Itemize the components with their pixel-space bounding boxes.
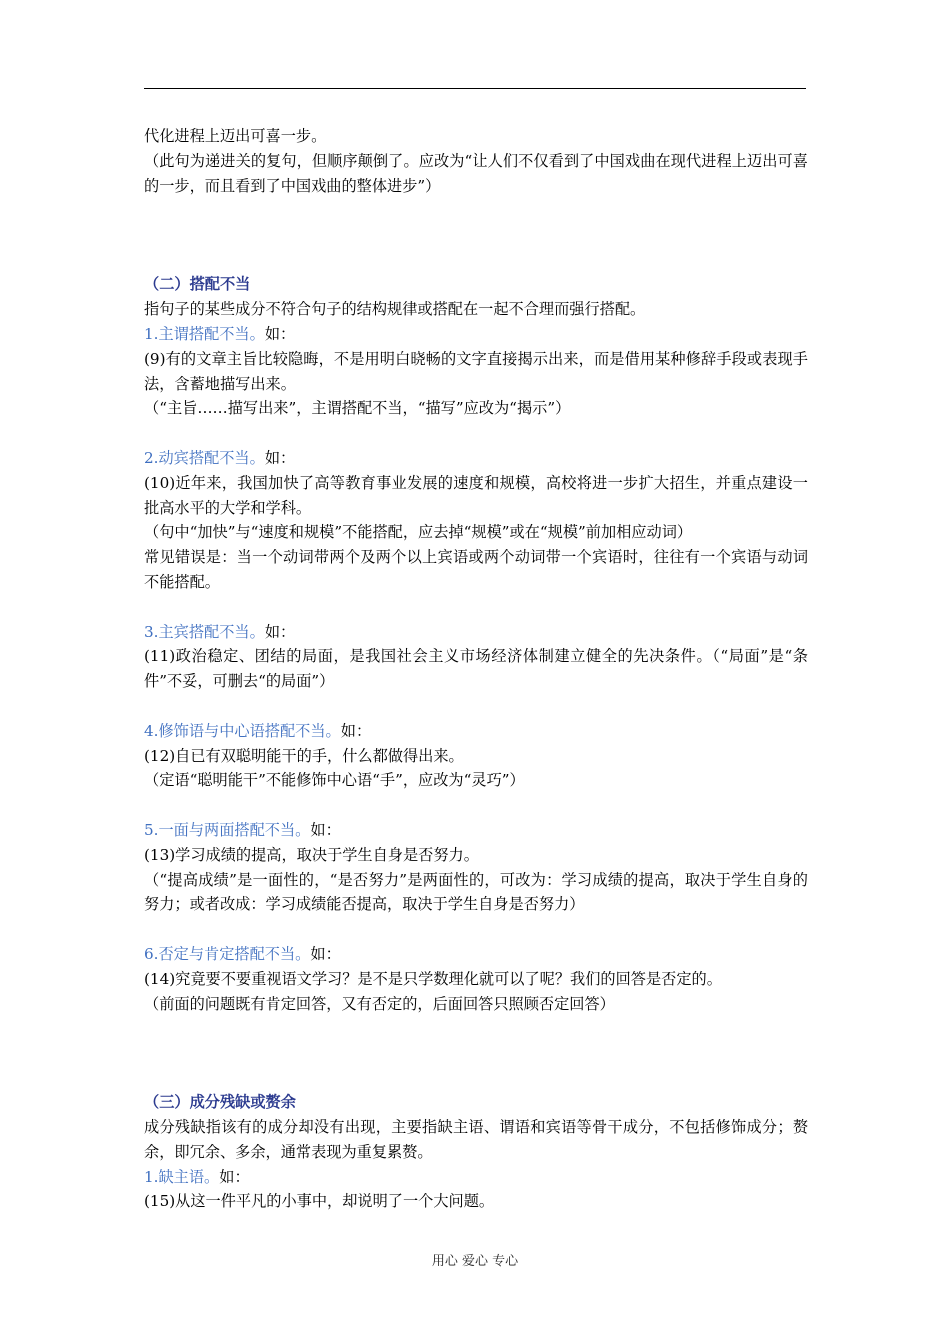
sub-heading-suffix: 如： [264, 622, 296, 641]
note-line: （“提高成绩”是一面性的，“是否努力”是两面性的，可改为：学习成绩的提高，取决于学生自身的努力；或者改成：学习成绩能否提高，取决于学生自身是否努力） [144, 870, 808, 914]
sub-heading-suffix: 如： [264, 324, 296, 343]
example-line: (12)自已有双聪明能干的手，什么都做得出来。 [144, 746, 464, 765]
example-line: (14)究竟要不要重视语文学习？是不是只学数理化就可以了呢？我们的回答是否定的。 [144, 969, 722, 988]
page-footer: 用心 爱心 专心 [431, 1254, 519, 1269]
section-3-definition: 成分残缺指该有的成分却没有出现，主要指缺主语、谓语和宾语等骨干成分，不包括修饰成分；赘余，即冗余、多余，通常表现为重复累赘。 [144, 1118, 808, 1161]
example-line: (15)从这一件平凡的小事中，却说明了一个大问题。 [144, 1192, 495, 1211]
sub-heading: 1.缺主语。 [144, 1167, 220, 1186]
sub-heading-row [144, 942, 808, 967]
sub-heading-row [144, 322, 808, 347]
sub-heading-suffix: 如： [219, 1167, 250, 1186]
sub-heading: 3.主宾搭配不当。 [144, 622, 265, 641]
example-line: (10)近年来，我国加快了高等教育事业发展的速度和规模，高校将进一步扩大招生，并重点建设一批高水平的大学和学科。 [144, 473, 808, 517]
sub-heading-row [144, 818, 808, 843]
example-line: (13)学习成绩的提高，取决于学生自身是否努力。 [144, 845, 479, 864]
example-line: (9)有的文章主旨比较隐晦，不是用明白晓畅的文字直接揭示出来，而是借用某种修辞手段或表现手法，含蓄地描写出来。 [144, 349, 808, 393]
note-line: （定语“聪明能干”不能修饰中心语“手”，应改为“灵巧”） [144, 771, 525, 790]
sub-heading-suffix: 如： [310, 944, 341, 963]
sub-heading-row [144, 620, 808, 645]
sub-heading-suffix: 如： [340, 721, 372, 740]
sub-heading: 2.动宾搭配不当。 [144, 448, 265, 467]
section-2-title: （二）搭配不当 [144, 275, 251, 294]
section-2-definition: 指句子的某些成分不符合句子的结构规律或搭配在一起不合理而强行搭配。 [144, 300, 646, 319]
intro-note: （此句为递进关的复句，但顺序颠倒了。应改为“让人们不仅看到了中国戏曲在现代进程上迈出可喜的一步，而且看到了中国戏曲的整体进步”） [144, 151, 808, 195]
sub-heading: 4.修饰语与中心语搭配不当。 [144, 721, 341, 740]
sub-heading: 5.一面与两面搭配不当。 [144, 820, 311, 839]
sub-heading-suffix: 如： [310, 820, 341, 839]
sub-heading: 1.主谓搭配不当。 [144, 324, 265, 343]
note-line: （前面的问题既有肯定回答，又有否定的，后面回答只照顾否定回答） [144, 994, 615, 1013]
header-rule [144, 88, 806, 89]
note-line: 常见错误是：当一个动词带两个及两个以上宾语或两个动词带一个宾语时，往往有一个宾语与动词不能搭配。 [144, 548, 808, 591]
sub-heading-suffix: 如： [264, 448, 296, 467]
note-line: （“主旨……描写出来”，主谓搭配不当，“描写”应改为“揭示”） [144, 399, 571, 418]
sub-heading-row [144, 1165, 808, 1190]
section-3-title: （三）成分残缺或赘余 [144, 1093, 296, 1112]
intro-line: 代化进程上迈出可喜一步。 [144, 127, 327, 145]
sub-heading: 6.否定与肯定搭配不当。 [144, 944, 311, 963]
sub-heading-row [144, 719, 808, 744]
note-line: （句中“加快”与“速度和规模”不能搭配，应去掉“规模”或在“规模”前加相应动词） [144, 523, 693, 542]
sub-heading-row [144, 446, 808, 471]
example-line: (11)政治稳定、团结的局面，是我国社会主义市场经济体制建立健全的先决条件。（“局面”是“条件”不妥，可删去“的局面”） [144, 647, 808, 691]
document-body [144, 124, 808, 1214]
